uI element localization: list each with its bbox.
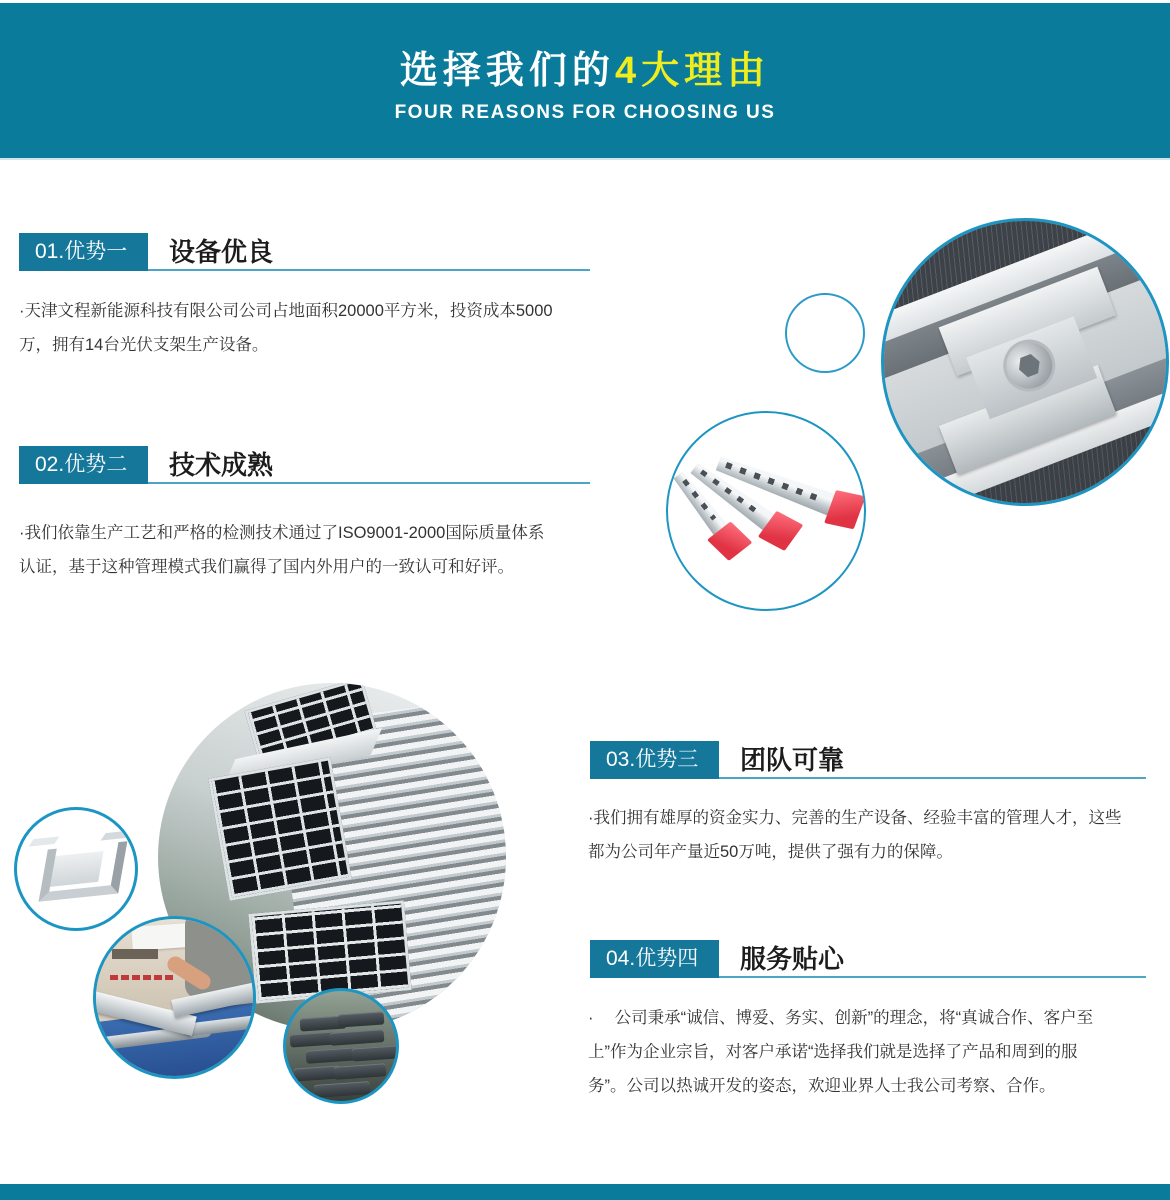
body-line: 务”。公司以热诚开发的姿态，欢迎业界人士我公司考察、合作。 xyxy=(588,1077,1056,1095)
packed-bundles-photo xyxy=(283,988,399,1104)
page-title-main: 选择我们的 xyxy=(399,50,615,92)
machine-red-label xyxy=(110,975,174,980)
section-number-badge: 01.优势一 xyxy=(19,233,148,271)
section-heading: 设备优良 xyxy=(169,237,274,267)
bottom-accent-bar xyxy=(0,1184,1170,1200)
section-heading: 服务贴心 xyxy=(740,944,845,974)
packed-bundle xyxy=(314,1081,371,1098)
body-line: ·我们拥有雄厚的资金实力、完善的生产设备、经验丰富的管理人才，这些 xyxy=(588,809,1122,827)
machine-panel-slot xyxy=(112,949,158,959)
channel-bundle xyxy=(208,757,352,901)
section-body xyxy=(588,801,1122,869)
u-channel-profile xyxy=(39,841,128,902)
section-body xyxy=(19,516,544,584)
section-heading: 团队可靠 xyxy=(740,745,845,775)
u-channel-flange xyxy=(29,836,60,846)
packed-bundle xyxy=(306,1047,359,1064)
u-channel-profile-photo xyxy=(14,807,138,931)
section-body xyxy=(588,1001,1093,1103)
page-subtitle: FOUR REASONS FOR CHOOSING US xyxy=(394,102,776,123)
body-line: 都为公司年产量近50万吨，提供了强有力的保障。 xyxy=(588,843,953,861)
papers xyxy=(131,923,189,951)
clamp-photo-scene xyxy=(881,218,1169,506)
decorative-empty-circle xyxy=(785,293,865,373)
body-line: · 公司秉承“诚信、博爱、务实、创新”的理念，将“真诚合作、客户至 xyxy=(588,1009,1094,1027)
section-number-badge: 02.优势二 xyxy=(19,446,148,484)
section-heading: 技术成熟 xyxy=(169,450,274,480)
packed-bundle xyxy=(338,1011,385,1027)
header-banner xyxy=(0,3,1170,160)
section-number-badge: 04.优势四 xyxy=(590,940,719,978)
body-line: 认证，基于这种管理模式我们赢得了国内外用户的一致认可和好评。 xyxy=(19,558,514,576)
page-title-accent: 4大理由 xyxy=(614,50,771,92)
body-line: 万，拥有14台光伏支架生产设备。 xyxy=(19,336,269,354)
section-number-badge: 03.优势三 xyxy=(590,741,719,779)
red-capped-brackets-photo xyxy=(666,411,866,611)
page-title xyxy=(0,49,1170,93)
solar-rail-mid-clamp-photo xyxy=(881,218,1169,506)
packed-bundle xyxy=(334,1063,387,1080)
packed-bundle xyxy=(330,1029,385,1046)
u-channel-flange xyxy=(101,830,132,840)
section-body xyxy=(19,294,553,362)
packed-bundle xyxy=(352,1045,399,1061)
body-line: ·我们依靠生产工艺和严格的检测技术通过了ISO9001-2000国际质量体系 xyxy=(19,524,545,542)
hex-socket xyxy=(1015,351,1043,379)
factory-machine-photo xyxy=(93,916,256,1079)
body-line: 上”作为企业宗旨，对客户承诺“选择我们就是选择了产品和周到的服 xyxy=(588,1043,1078,1061)
body-line: ·天津文程新能源科技有限公司公司占地面积20000平方米，投资成本5000 xyxy=(19,302,553,320)
